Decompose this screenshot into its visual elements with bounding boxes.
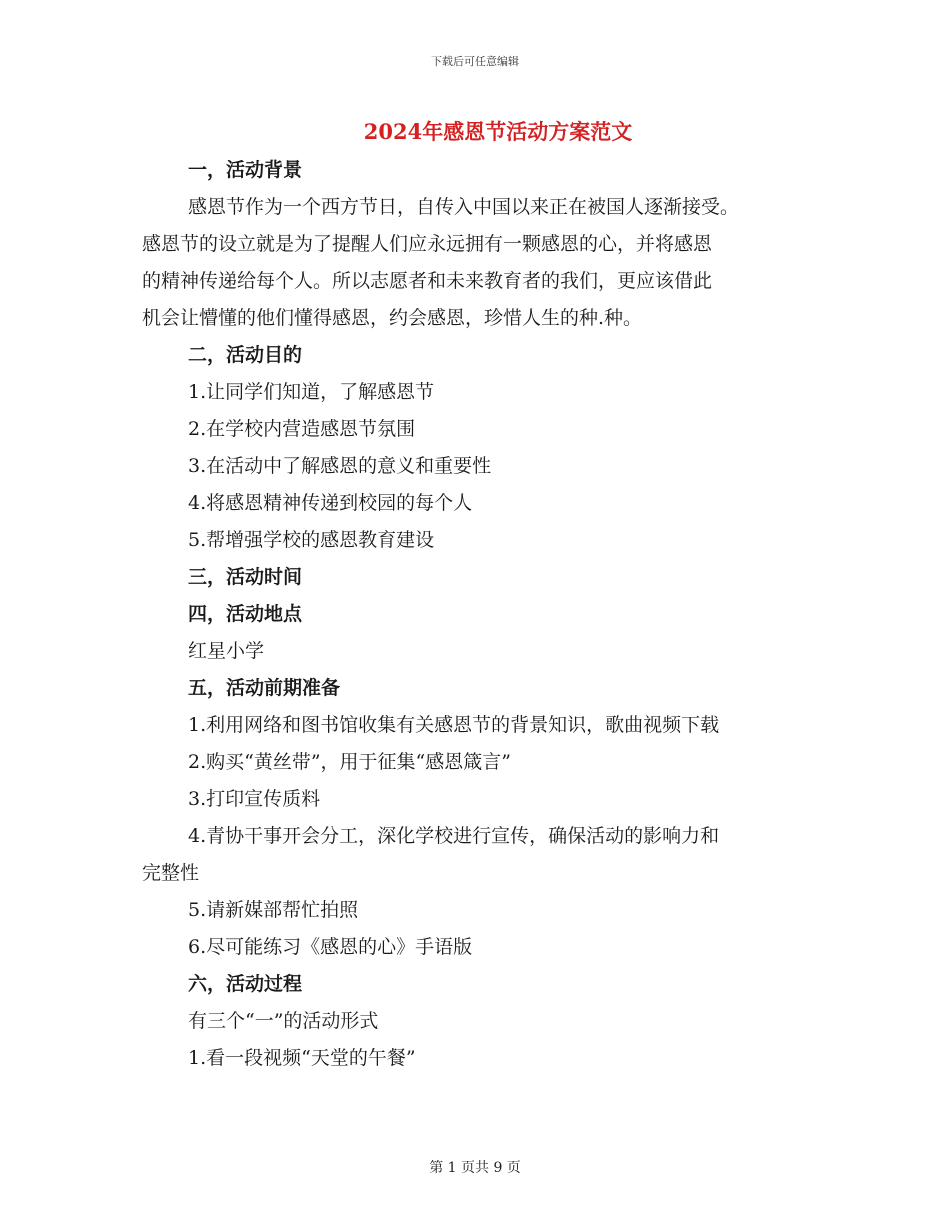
section-heading: 一，活动背景	[188, 159, 303, 181]
paragraph-line: 的精神传递给每个人。所以志愿者和未来教育者的我们，更应该借此	[142, 270, 713, 292]
section-heading: 三，活动时间	[188, 566, 303, 588]
paragraph-line: 2.在学校内营造感恩节氛围	[188, 418, 416, 440]
section-heading: 四，活动地点	[188, 603, 303, 625]
paragraph-line: 感恩节作为一个西方节日，自传入中国以来正在被国人逐渐接受。	[188, 196, 740, 218]
document-body	[142, 155, 812, 1080]
page-header-note: 下载后可任意编辑	[431, 55, 519, 68]
paragraph-line: 2.购买“黄丝带”，用于征集“感恩箴言”	[188, 751, 511, 773]
paragraph-line: 完整性	[142, 862, 200, 884]
paragraph-line: 5.帮增强学校的感恩教育建设	[188, 529, 435, 551]
paragraph-line: 感恩节的设立就是为了提醒人们应永远拥有一颗感恩的心，并将感恩	[142, 233, 713, 255]
paragraph-line: 3.在活动中了解感恩的意义和重要性	[188, 455, 492, 477]
document-title: 2024年感恩节活动方案范文	[363, 119, 633, 144]
paragraph-line: 6.尽可能练习《感恩的心》手语版	[188, 936, 473, 958]
paragraph-line: 机会让懵懂的他们懂得感恩，约会感恩，珍惜人生的种.种。	[142, 307, 643, 329]
section-heading: 六，活动过程	[188, 973, 303, 995]
paragraph-line: 有三个“一”的活动形式	[188, 1010, 379, 1032]
paragraph-line: 红星小学	[188, 640, 265, 662]
paragraph-line: 1.让同学们知道，了解感恩节	[188, 381, 435, 403]
paragraph-line: 1.看一段视频“天堂的午餐”	[188, 1047, 416, 1069]
paragraph-line: 1.利用网络和图书馆收集有关感恩节的背景知识，歌曲视频下载	[188, 714, 720, 736]
section-heading: 二，活动目的	[188, 344, 303, 366]
paragraph-line: 4.将感恩精神传递到校园的每个人	[188, 492, 473, 514]
page-footer: 第 1 页共 9 页	[429, 1160, 521, 1176]
paragraph-line: 3.打印宣传质料	[188, 788, 321, 810]
section-heading: 五，活动前期准备	[188, 677, 341, 699]
paragraph-line: 5.请新媒部帮忙拍照	[188, 899, 359, 921]
paragraph-line: 4.青协干事开会分工，深化学校进行宣传，确保活动的影响力和	[188, 825, 720, 847]
